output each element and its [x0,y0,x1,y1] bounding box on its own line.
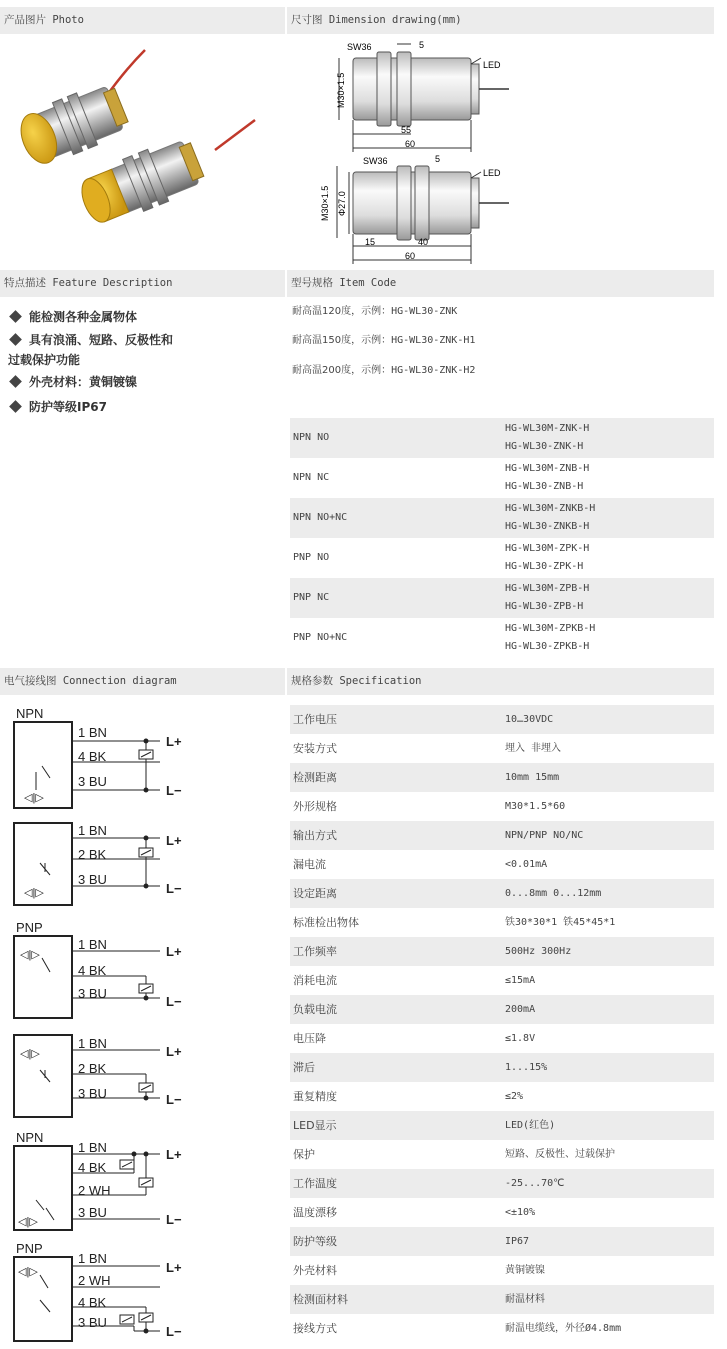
svg-text:3 BU: 3 BU [78,872,107,887]
svg-text:NPN: NPN [16,1130,44,1145]
feature-item-cont: 过载保护功能 [8,353,81,367]
item-code-line: 耐高温200度，示例：HG-WL30-ZNK-H2 [292,365,476,376]
svg-text:2 BK: 2 BK [78,1061,107,1076]
svg-text:PNP: PNP [16,1241,43,1256]
spec-row: LED显示 LED(红色) [290,1111,714,1140]
spec-row: 标准检出物体 铁30*30*1 铁45*45*1 [293,916,616,929]
model-row: PNP NO+NC HG-WL30M-ZPKB-H HG-WL30-ZPKB-H [293,623,596,652]
dim-sw-top: SW36 [347,42,372,52]
svg-text:2 BK: 2 BK [78,847,107,862]
dimension-bottom [320,154,509,264]
spec-row: 工作频率 500Hz 300Hz [290,937,714,966]
spec-row: 温度漂移 <±10% [293,1206,536,1219]
svg-text:1 BN: 1 BN [78,1036,107,1051]
dim-len1-top: 55 [401,125,412,135]
svg-text:L−: L− [166,1092,182,1107]
spec-row: 工作电压 10…30VDC [290,705,714,734]
dim-gap-top: 5 [419,40,425,50]
svg-text:NPN: NPN [16,706,44,721]
svg-text:◁|▷: ◁|▷ [20,949,40,961]
spec-row: 输出方式 NPN/PNP NO/NC [290,821,714,850]
svg-text:4 BK: 4 BK [78,1160,107,1175]
dim-len0-bottom: 15 [365,237,376,247]
dimension-drawing [287,36,714,268]
svg-text:L−: L− [166,881,182,896]
svg-text:L−: L− [166,1212,182,1227]
diamond-bullet-icon [9,375,22,388]
connection-header: 电气接线图 Connection diagram [0,668,285,695]
feature-item: 外壳材料：黄铜镀镍 [8,373,137,390]
svg-text:4 BK: 4 BK [78,749,107,764]
item-header: 型号规格 Item Code [287,270,714,297]
dimension-header: 尺寸图 Dimension drawing(mm) [287,7,714,34]
connection-diagram [0,700,285,1345]
spec-row: 消耗电流 ≤15mA [293,974,536,987]
item-code-line: 耐高温150度，示例：HG-WL30-ZNK-H1 [292,335,476,346]
svg-text:2 WH: 2 WH [78,1183,111,1198]
spec-row: 电压降 ≤1.8V [293,1032,536,1045]
dim-gap-bottom: 5 [435,154,441,164]
svg-text:L+: L+ [166,734,182,749]
dimension-top [336,40,509,152]
feature-item: 防护等级IP67 [8,398,107,415]
svg-text:3 BU: 3 BU [78,986,107,1001]
spec-row: 设定距离 0...8mm 0...12mm [290,879,714,908]
dim-dia-bottom: Φ27.0 [337,191,347,216]
svg-text:◁|▷: ◁|▷ [24,887,44,899]
model-row: PNP NO HG-WL30M-ZPK-H HG-WL30-ZPK-H [293,543,590,572]
svg-text:1 BN: 1 BN [78,725,107,740]
wiring-pnp-nc [14,1035,182,1117]
svg-text:◁|▷: ◁|▷ [24,792,44,804]
svg-text:◁|▷: ◁|▷ [18,1266,38,1278]
svg-text:◁|▷: ◁|▷ [20,1048,40,1060]
dim-thread-top: M30×1.5 [336,72,346,108]
dim-len1-bottom: 40 [418,237,429,247]
svg-text:3 BU: 3 BU [78,1205,107,1220]
model-row: PNP NC HG-WL30M-ZPB-H HG-WL30-ZPB-H [290,578,714,618]
product-photo [0,40,285,270]
svg-text:PNP: PNP [16,920,43,935]
model-row: NPN NO+NC HG-WL30M-ZNKB-H HG-WL30-ZNKB-H [290,498,714,538]
spec-row: 负载电流 200mA [290,995,714,1024]
model-row: NPN NC HG-WL30M-ZNB-H HG-WL30-ZNB-H [293,463,590,492]
dim-led-top: LED [483,60,501,70]
wiring-pnp-nonc [14,1241,182,1341]
spec-row: 重复精度 ≤2% [293,1090,524,1103]
svg-text:3 BU: 3 BU [78,1086,107,1101]
svg-text:L+: L+ [166,1260,182,1275]
svg-text:L+: L+ [166,1044,182,1059]
spec-row: 保护 短路、反极性、过载保护 [293,1148,615,1161]
dim-thread-bottom: M30×1.5 [320,185,330,221]
wiring-pnp-no [14,920,182,1018]
wiring-npn-nc [14,823,182,905]
spec-row: 检测面材料 耐温材料 [290,1285,714,1314]
svg-text:3 BU: 3 BU [78,774,107,789]
svg-text:L−: L− [166,1324,182,1339]
dim-len2-top: 60 [405,139,416,149]
feature-header: 特点描述 Feature Description [0,270,285,297]
svg-text:◁|▷: ◁|▷ [18,1216,38,1228]
spec-row: 接线方式 耐温电缆线，外径Ø4.8mm [293,1322,622,1335]
svg-text:1 BN: 1 BN [78,823,107,838]
spec-row: 外壳材料 黄铜镀镍 [293,1264,545,1277]
spec-row: 外形规格 M30*1.5*60 [293,800,566,813]
spec-row: 滞后 1...15% [290,1053,714,1082]
svg-text:4 BK: 4 BK [78,1295,107,1310]
spec-row: 工作温度 -25...70℃ [290,1169,714,1198]
dim-sw-bottom: SW36 [363,156,388,166]
svg-text:4 BK: 4 BK [78,963,107,978]
svg-text:1 BN: 1 BN [78,937,107,952]
svg-text:L+: L+ [166,944,182,959]
diamond-bullet-icon [9,400,22,413]
dim-len2-bottom: 60 [405,251,416,261]
wiring-npn-no [14,706,182,808]
item-code-line: 耐高温120度，示例：HG-WL30-ZNK [292,306,458,317]
model-row: NPN NO HG-WL30M-ZNK-H HG-WL30-ZNK-H [290,418,714,458]
svg-text:L−: L− [166,783,182,798]
spec-header: 规格参数 Specification [287,668,714,695]
diamond-bullet-icon [9,310,22,323]
wiring-npn-nonc [14,1130,182,1230]
dim-led-bottom: LED [483,168,501,178]
svg-text:3 BU: 3 BU [78,1315,107,1330]
spec-row: 安装方式 埋入 非埋入 [293,742,562,755]
feature-item: 能检测各种金属物体 [8,308,137,325]
photo-header: 产品图片 Photo [0,7,285,34]
feature-item: 具有浪涌、短路、反极性和 [8,331,173,348]
diamond-bullet-icon [9,333,22,346]
spec-row: 防护等级 IP67 [290,1227,714,1256]
svg-text:2 WH: 2 WH [78,1273,111,1288]
spec-row: 检测距离 10mm 15mm [290,763,714,792]
svg-text:1 BN: 1 BN [78,1140,107,1155]
svg-text:L+: L+ [166,1147,182,1162]
svg-text:L+: L+ [166,833,182,848]
svg-text:L−: L− [166,994,182,1009]
spec-row: 漏电流 <0.01mA [293,858,548,871]
svg-text:1 BN: 1 BN [78,1251,107,1266]
